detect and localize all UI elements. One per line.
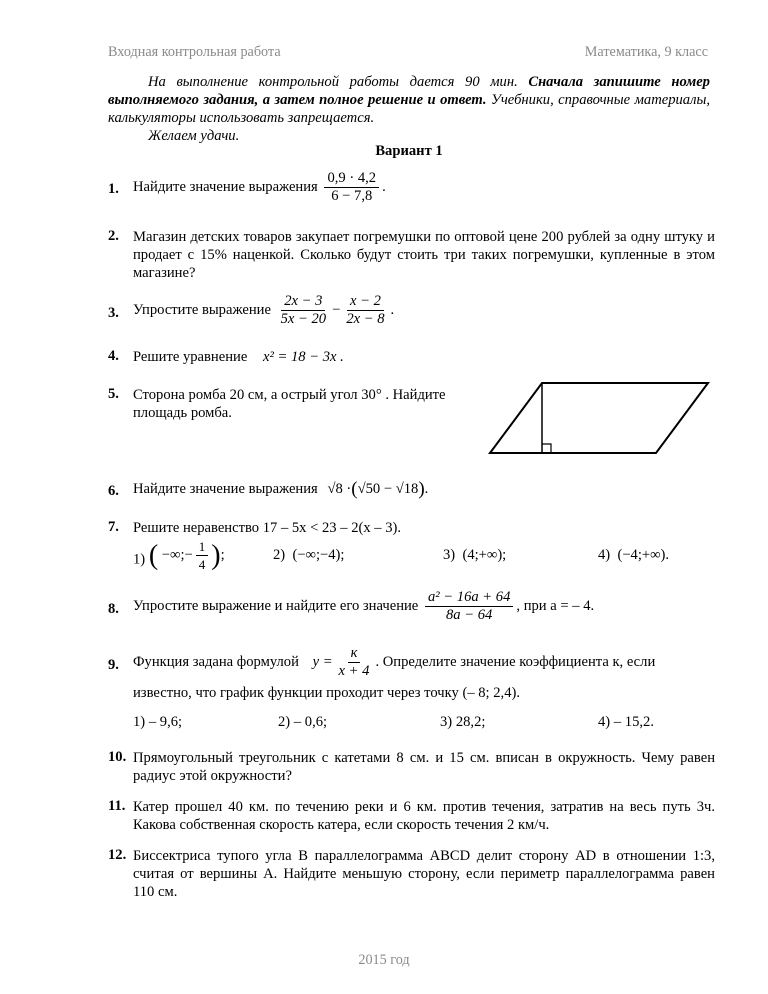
punct: . — [390, 301, 395, 318]
task-9-text-c: известно, что график функции проходит через точку (– 8; 2,4). — [133, 685, 521, 701]
task-6-text: Найдите значение выражения — [133, 481, 318, 497]
task-1-number: 1. — [108, 181, 119, 197]
punct: . — [382, 178, 386, 195]
option-value: 28,2; — [455, 714, 486, 730]
task-9-text-a: Функция задана формулой — [133, 653, 299, 670]
paren-close: ) — [418, 478, 425, 500]
option-label: 1) — [133, 714, 146, 730]
task-9-option-3 — [440, 714, 485, 731]
header-left: Входная контрольная работа — [108, 44, 281, 60]
task-8-tail: , при a = – 4. — [516, 597, 595, 614]
fraction-numerator: a² − 16a + 64 — [425, 590, 513, 607]
option-value: – 9,6; — [148, 714, 183, 730]
fraction-denominator: 5x − 20 — [280, 311, 327, 327]
task-9-number: 9. — [108, 657, 119, 673]
task-7-option-3 — [443, 547, 506, 564]
task-5-number: 5. — [108, 386, 119, 402]
option-label: 4) — [598, 714, 611, 730]
task-9-fraction — [336, 646, 373, 679]
task-6-number: 6. — [108, 483, 119, 499]
task-3 — [133, 294, 715, 327]
fraction-denominator: 2x − 8 — [346, 311, 385, 327]
task-12-number: 12. — [108, 847, 127, 863]
task-7-number: 7. — [108, 519, 119, 535]
option-label: 1) — [133, 551, 146, 568]
task-12-text: Биссектриса тупого угла B параллелограмма ABCD делит сторону AD в отношении 1:3, считая от вершины A. Найдите меньшую сторону, если периметр параллелограмма равен 110 см. — [133, 848, 715, 900]
task-11-text: Катер прошел 40 км. по течению реки и 6 км. против течения, затратив на весь путь 3ч. Какова собственная скорость катера, если скорость течения 2 км/ч. — [133, 799, 715, 833]
task-9-y: y = — [312, 653, 333, 670]
task-3-fraction-2 — [343, 294, 387, 327]
instructions-tail: Учебники, справочные материалы, калькуляторы использовать запрещается. — [108, 92, 711, 126]
task-8-number: 8. — [108, 601, 119, 617]
option-value: (4;+∞); — [462, 547, 507, 563]
rhombus-shape — [490, 383, 708, 453]
task-2-text: Магазин детских товаров закупает погремушки по оптовой цене 200 рублей за одну штуку и продает с 15% наценкой. Сколько будут стоить три таких погремушки, купленные в этом магазине? — [133, 229, 715, 281]
task-8-fraction — [425, 590, 513, 623]
task-9 — [133, 646, 715, 679]
task-4 — [133, 348, 715, 366]
fraction-numerator: 2x − 3 — [281, 294, 325, 311]
task-3-number: 3. — [108, 305, 119, 321]
fraction-denominator: 8a − 64 — [446, 607, 493, 623]
fraction-denominator: x + 4 — [338, 663, 370, 679]
task-9-option-4 — [598, 714, 654, 731]
task-4-number: 4. — [108, 348, 119, 364]
task-4-text: Решите уравнение — [133, 349, 248, 365]
fraction-numerator: 0,9 · 4,2 — [324, 171, 379, 188]
option-value: (−4;+∞). — [617, 547, 670, 563]
right-angle-mark — [542, 444, 551, 453]
variant-title: Вариант 1 — [375, 143, 443, 159]
option-value: – 15,2. — [613, 714, 654, 730]
fraction-numerator: к — [348, 646, 361, 663]
task-6-expr-b: √50 − √18 — [357, 481, 419, 497]
instructions-plain: На выполнение контрольной работы дается 90 мин. — [148, 74, 518, 90]
task-6 — [133, 480, 715, 499]
option-label: 3) — [443, 547, 456, 563]
task-9-option-2 — [278, 714, 327, 731]
task-8-text: Упростите выражение и найдите его значение — [133, 597, 419, 614]
footer-year: 2015 год — [358, 952, 410, 968]
task-9-option-1 — [133, 714, 182, 731]
punct: . — [424, 481, 429, 497]
task-7-text: Решите неравенство 17 – 5x < 23 – 2(x – 3). — [133, 520, 402, 536]
option-value: – 0,6; — [293, 714, 328, 730]
task-1 — [133, 171, 715, 204]
task-11-number: 11. — [108, 798, 126, 814]
task-7-option-4 — [598, 547, 669, 564]
option-label: 3) — [440, 714, 453, 730]
option-label: 2) — [278, 714, 291, 730]
task-3-fraction-1 — [278, 294, 330, 327]
instructions — [108, 73, 710, 127]
option-label: 4) — [598, 547, 611, 563]
option-label: 2) — [273, 547, 286, 563]
task-6-expr-a: √8 · — [327, 481, 352, 497]
task-1-text: Найдите значение выражения — [133, 178, 318, 195]
rhombus-figure — [486, 380, 712, 456]
header-right: Математика, 9 класс — [584, 44, 708, 60]
task-10-text: Прямоугольный треугольник с катетами 8 см. и 15 см. вписан в окружность. Чему равен радиус этой окружности? — [133, 750, 715, 784]
task-7-option-2 — [273, 547, 344, 564]
task-1-fraction — [324, 171, 379, 204]
task-2-number: 2. — [108, 228, 119, 244]
fraction-denominator: 6 − 7,8 — [331, 188, 373, 204]
fraction-numerator: x − 2 — [347, 294, 384, 311]
wish-text: Желаем удачи. — [148, 128, 240, 144]
minus-sign: − — [332, 301, 341, 318]
task-7-option-1: 1) ( −∞;− $\frac{1}{4}$ ) ; — [133, 539, 225, 572]
task-10-number: 10. — [108, 749, 127, 765]
task-3-text: Упростите выражение — [133, 301, 271, 318]
option-value: (−∞;−4); — [292, 547, 345, 563]
task-4-equation: x² = 18 − 3x . — [262, 349, 344, 365]
paren-open: ( — [351, 478, 358, 500]
task-8 — [133, 590, 715, 623]
task-5-text: Сторона ромба 20 см, а острый угол 30° . Найдите площадь ромба. — [133, 387, 446, 421]
instructions-bold: Сначала запишите номер выполняемого задания, а затем полное решение и ответ. — [108, 74, 710, 108]
task-9-text-b: . Определите значение коэффициента к, если — [375, 653, 656, 670]
